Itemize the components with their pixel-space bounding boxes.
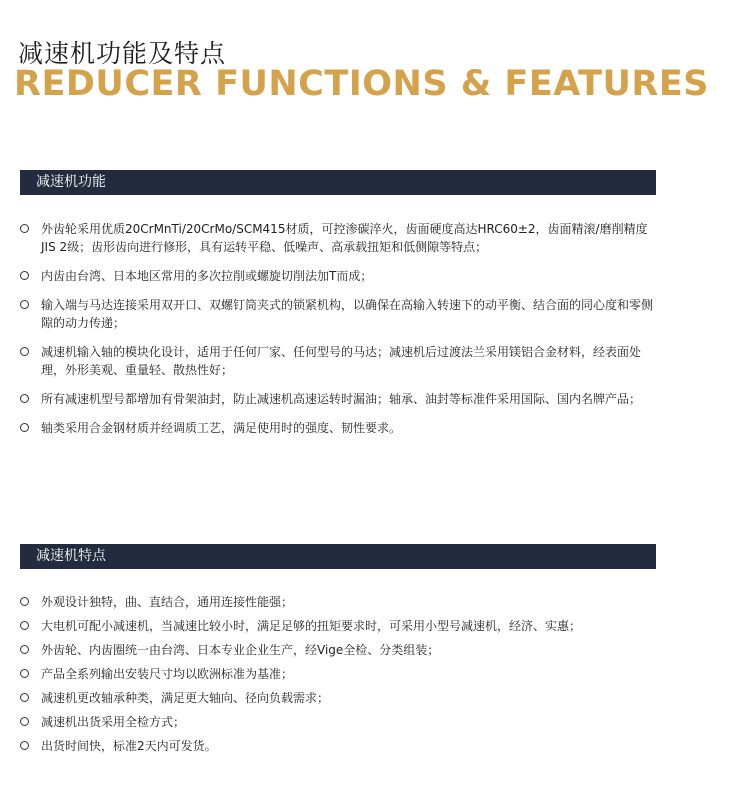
list-item xyxy=(20,689,660,707)
list-item-text: 出货时间快，标准2天内可发货。 xyxy=(41,739,217,753)
list-item xyxy=(20,713,660,731)
list-item-text: 大电机可配小减速机，当减速比较小时，满足足够的扭矩要求时，可采用小型号减速机，经济、实惠； xyxy=(41,619,582,633)
circle-bullet-icon xyxy=(20,271,29,280)
list-item-text: 输入端与马达连接采用双开口、双螺钉筒夹式的锁紧机构，以确保在高输入转速下的动平衡、结合面的同心度和零侧隙的动力传递； xyxy=(41,298,654,330)
list-item xyxy=(20,419,660,437)
list-item xyxy=(20,390,660,408)
circle-bullet-icon xyxy=(20,693,29,702)
circle-bullet-icon xyxy=(20,717,29,726)
list-item xyxy=(20,296,660,332)
page-title-cn: 减速机功能及特点 xyxy=(18,39,227,68)
list-item-text: 减速机更改轴承种类，满足更大轴向、径向负载需求； xyxy=(41,691,330,705)
list-item xyxy=(20,593,660,611)
list-item xyxy=(20,665,660,683)
list-item xyxy=(20,641,660,659)
list-item-text: 外齿轮、内齿圈统一由台湾、日本专业企业生产，经Vige全检、分类组装； xyxy=(41,643,440,657)
list-item-text: 减速机出货采用全检方式； xyxy=(41,715,186,729)
circle-bullet-icon xyxy=(20,347,29,356)
circle-bullet-icon xyxy=(20,597,29,606)
list-item-text: 外齿轮采用优质20CrMnTi/20CrMo/SCM415材质，可控渗碳淬火，齿面硬度高达HRC60±2，齿面精滚/磨削精度JIS 2级；齿形齿向进行修形，具有运转平稳、低噪声、高承载扭矩和低侧隙等特点； xyxy=(41,222,648,254)
list-item-text: 所有减速机型号都增加有骨架油封，防止减速机高速运转时漏油；轴承、油封等标准件采用国际、国内名牌产品； xyxy=(41,392,642,406)
circle-bullet-icon xyxy=(20,423,29,432)
list-item-text: 产品全系列输出安装尺寸均以欧洲标准为基准； xyxy=(41,667,294,681)
circle-bullet-icon xyxy=(20,394,29,403)
circle-bullet-icon xyxy=(20,300,29,309)
list-item-text: 内齿由台湾、日本地区常用的多次拉削或螺旋切削法加T而成； xyxy=(41,269,373,283)
list-item-text: 减速机输入轴的模块化设计，适用于任何厂家、任何型号的马达；减速机后过渡法兰采用镁铝合金材料，经表面处理，外形美观、重量轻、散热性好； xyxy=(41,345,642,377)
features-list xyxy=(20,593,660,761)
list-item xyxy=(20,220,660,256)
circle-bullet-icon xyxy=(20,621,29,630)
list-item xyxy=(20,737,660,755)
list-item xyxy=(20,343,660,379)
circle-bullet-icon xyxy=(20,741,29,750)
circle-bullet-icon xyxy=(20,224,29,233)
features-section-header: 减速机特点 xyxy=(20,544,656,569)
circle-bullet-icon xyxy=(20,645,29,654)
functions-section-header: 减速机功能 xyxy=(20,170,656,195)
list-item-text: 外观设计独特，曲、直结合，通用连接性能强； xyxy=(41,595,294,609)
list-item-text: 轴类采用合金钢材质并经调质工艺，满足使用时的强度、韧性要求。 xyxy=(41,421,402,435)
circle-bullet-icon xyxy=(20,669,29,678)
list-item xyxy=(20,267,660,285)
page-title-en: REDUCER FUNCTIONS & FEATURES xyxy=(14,64,709,104)
list-item xyxy=(20,617,660,635)
functions-list xyxy=(20,220,660,448)
